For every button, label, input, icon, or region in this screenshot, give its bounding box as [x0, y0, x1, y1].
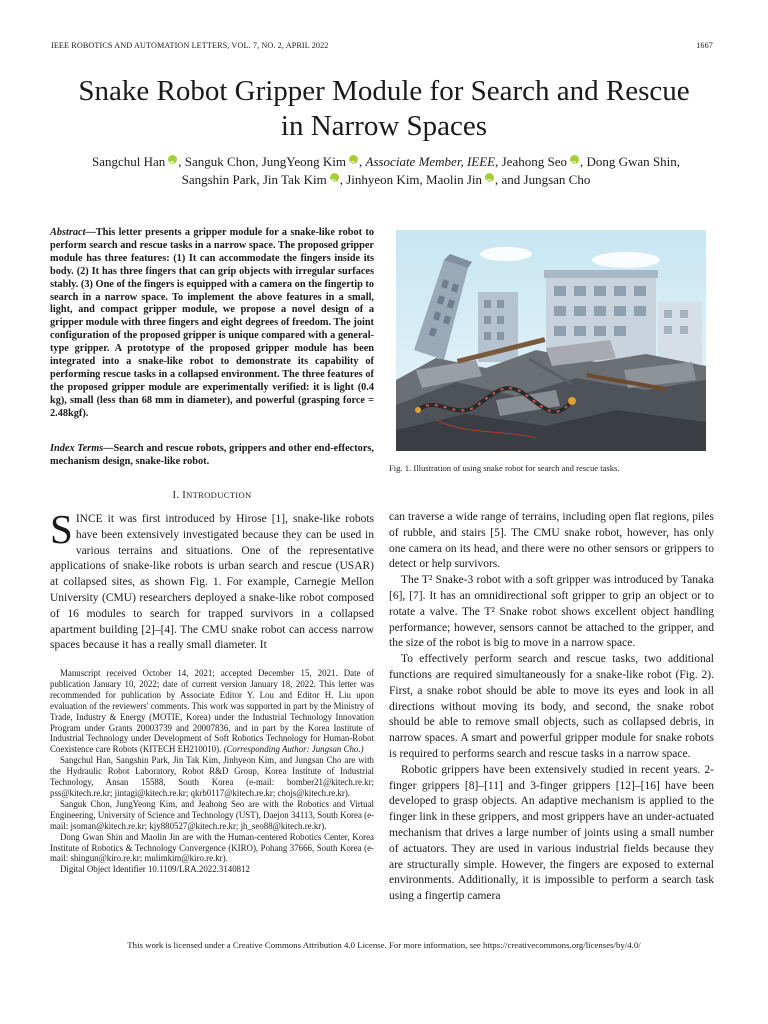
page-number: 1667 [696, 41, 713, 50]
drop-cap: S [50, 506, 73, 552]
paragraph: Robotic grippers have been extensively studied in recent years. 2-finger grippers [8]–[11] and 3-finger grippers [12]–[16] have been developed to grasp objects. An adaptive mechanism is applied to the finger link in these grippers, and most grippers have an under-actuated mechanism that drives a large number of joints using a small number of actuators. They are used in various industrial fields because they are structurally simple. However, the fingers are exposed to external environments. Additionally, it is impossible to perform a search task using a fingertip camera [389, 763, 714, 903]
title-line-1: Snake Robot Gripper Module for Search and Rescue [78, 75, 690, 107]
footnote-affiliation-3: Dong Gwan Shin and Maolin Jin are with the Human-centered Robotics Center, Korea Institute of Robotics & Technology Convergence (KIRO), Pohang 37666, South Korea (e-mail: shingun@kiro.re.kr; mulimkim@kiro.re.kr). [50, 831, 374, 864]
author-text: , and Jungsan Cho [495, 172, 591, 187]
author-text: , Sanguk Chon, JungYeong Kim [178, 154, 346, 169]
index-terms [50, 443, 374, 469]
orcid-icon[interactable] [168, 155, 177, 164]
author-text: , Jeahong Seo [495, 154, 567, 169]
intro-text: INCE it was first introduced by Hirose [1], snake-like robots have been extensively investigated because they can be used in various terrains and situations. One of the representative applications of snake-like robots is urban search and rescue (USAR) at collapsed sites, as shown Fig. 1. For example, Carnegie Mellon University (CMU) researchers deployed a snake-like robot composed of 16 modules to search for trapped survivors in a collapsed apartment building [2]–[4]. The CMU snake robot can access narrow spaces because it has a really small diameter. It [50, 513, 374, 652]
abstract-label: Abstract [50, 227, 86, 238]
orcid-icon[interactable] [330, 173, 339, 182]
right-column-text [389, 510, 714, 905]
abstract [50, 227, 374, 421]
paper-title [0, 74, 768, 144]
license-footer: This work is licensed under a Creative Commons Attribution 4.0 License. For more information, see https://creativecommons.org/licenses/by/4.0/ [127, 940, 641, 950]
paragraph: can traverse a wide range of terrains, including open flat regions, piles of rubble, and stairs [5]. The CMU snake robot, however, has only one camera on its head, and there were no other sensors or grippers to detect or help survivors. [389, 511, 714, 571]
introduction-paragraph [50, 506, 374, 654]
corresponding-author: (Corresponding Author: Jungsan Cho.) [223, 744, 364, 755]
author-text: , [359, 154, 366, 169]
footnote-affiliation-1: Sangchul Han, Sangshin Park, Jin Tak Kim, Jinhyeon Kim, and Jungsan Cho are with the Hydraulic Robot Laboratory, Robot R&D Group, Korea Institute of Industrial Technology, Ansan 15588, South Korea (e-mail: bomber21@kitech.re.kr; pss@kitech.re.kr; jintagi@kitech.re.kr; qkrb0117@kitech.re.kr; chojs@kitech.re.kr). [50, 755, 374, 798]
footnote-affiliation-2: Sanguk Chon, JungYeong Kim, and Jeahong Seo are with the Robotics and Virtual Engineering, University of Science and Technology (UST), Daejon 34113, South Korea (e-mail: jsoman@kitech.re.kr; kjy880527@kitech.re.kr; jh_seo88@kitech.re.kr). [50, 798, 374, 831]
footnote-doi: Digital Object Identifier 10.1109/LRA.2022.3140812 [60, 864, 250, 875]
orcid-icon[interactable] [349, 155, 358, 164]
footnote-text: Manuscript received October 14, 2021; accepted December 15, 2021. Date of publication January 10, 2022; date of current version January 18, 2022. This letter was recommended for publication by Associate Editor Y. Lou and Editor H. Liu upon evaluation of the reviewers' comments. This work was supported in part by the Ministry of Trade, Industry & Energy (MOTIE, Korea) under the Industrial Technology Innovation Program under Grants 20003739 and 20007836, and in part by the Korea Institute of Industrial Technology under Development of Soft Robotics Technology for Human-Robot Coexistence care Robots (KITECH EH210010). [50, 668, 374, 755]
footnote-manuscript [50, 668, 374, 755]
rubble-scene-illustration [396, 230, 706, 451]
author-text: , Dong Gwan Shin, [579, 154, 680, 169]
abstract-text: —This letter presents a gripper module for a snake-like robot to perform search and rescue tasks in a narrow space. The proposed gripper module has three features: (1) It can accommodate the fingers inside its body. (2) It has three fingers that can grip objects with irregular surfaces stably. (3) One of the fingers is equipped with a camera on the fingertip to search in a narrow space. To implement the above features in a small, light, and compact gripper module, we propose a novel design of a gripper module with three fingers and eight degrees of freedom. The joint configuration of the proposed gripper is unique compared with a general-type gripper. A prototype of the proposed gripper module has been integrated into a snake-like robot to demonstrate its capability of performing rescue tasks in a collapsed environment. The three features of the proposed gripper module are experimentally verified: it is light (0.4 kg), small (less than 68 mm in diameter), and powerful (grasping force = 2.48kgf). [50, 227, 374, 419]
figure-1-caption: Fig. 1. Illustration of using snake robot for search and rescue tasks. [389, 463, 620, 473]
section-heading-introduction [50, 490, 374, 501]
figure-1-illustration [396, 230, 706, 451]
orcid-icon[interactable] [485, 173, 494, 182]
paragraph: To effectively perform search and rescue tasks, two additional functions are required simultaneously for a snake-like robot (Fig. 2). First, a snake robot should be able to move its eyes and look in all directions without moving its body, and second, the snake robot should be able to remove small objects, such as collapsed debris, in narrow spaces. A smart and powerful gripper module for snake robots is required to performs search and rescue tasks in a narrow space. [389, 653, 714, 760]
index-terms-text: —Search and rescue robots, grippers and other end-effectors, mechanism design, snake-like robot. [50, 443, 374, 467]
member-grade: Associate Member, IEEE [365, 154, 496, 169]
orcid-icon[interactable] [570, 155, 579, 164]
author-text: Sangshin Park, Jin Tak Kim [181, 172, 327, 187]
author-list [60, 153, 712, 189]
author-text: Sangchul Han [92, 154, 166, 169]
title-line-2: in Narrow Spaces [280, 110, 488, 142]
footnotes [50, 668, 374, 875]
section-rest: NTRODUCTION [186, 490, 252, 500]
journal-header: IEEE ROBOTICS AND AUTOMATION LETTERS, VOL. 7, NO. 2, APRIL 2022 [51, 41, 329, 50]
index-terms-label: Index Terms [50, 443, 104, 454]
section-number: I. [172, 490, 183, 501]
author-text: , Jinhyeon Kim, Maolin Jin [339, 172, 483, 187]
paragraph: The T² Snake-3 robot with a soft gripper was introduced by Tanaka [6], [7]. It has an omnidirectional soft gripper to grip an object or to rotate a valve. The T² Snake robot shows excellent object handling performance; however, sensors cannot be attached to the gripper, and the size of the robot is big to move in a narrow space. [389, 574, 714, 650]
section-first-letter: I [182, 490, 187, 501]
